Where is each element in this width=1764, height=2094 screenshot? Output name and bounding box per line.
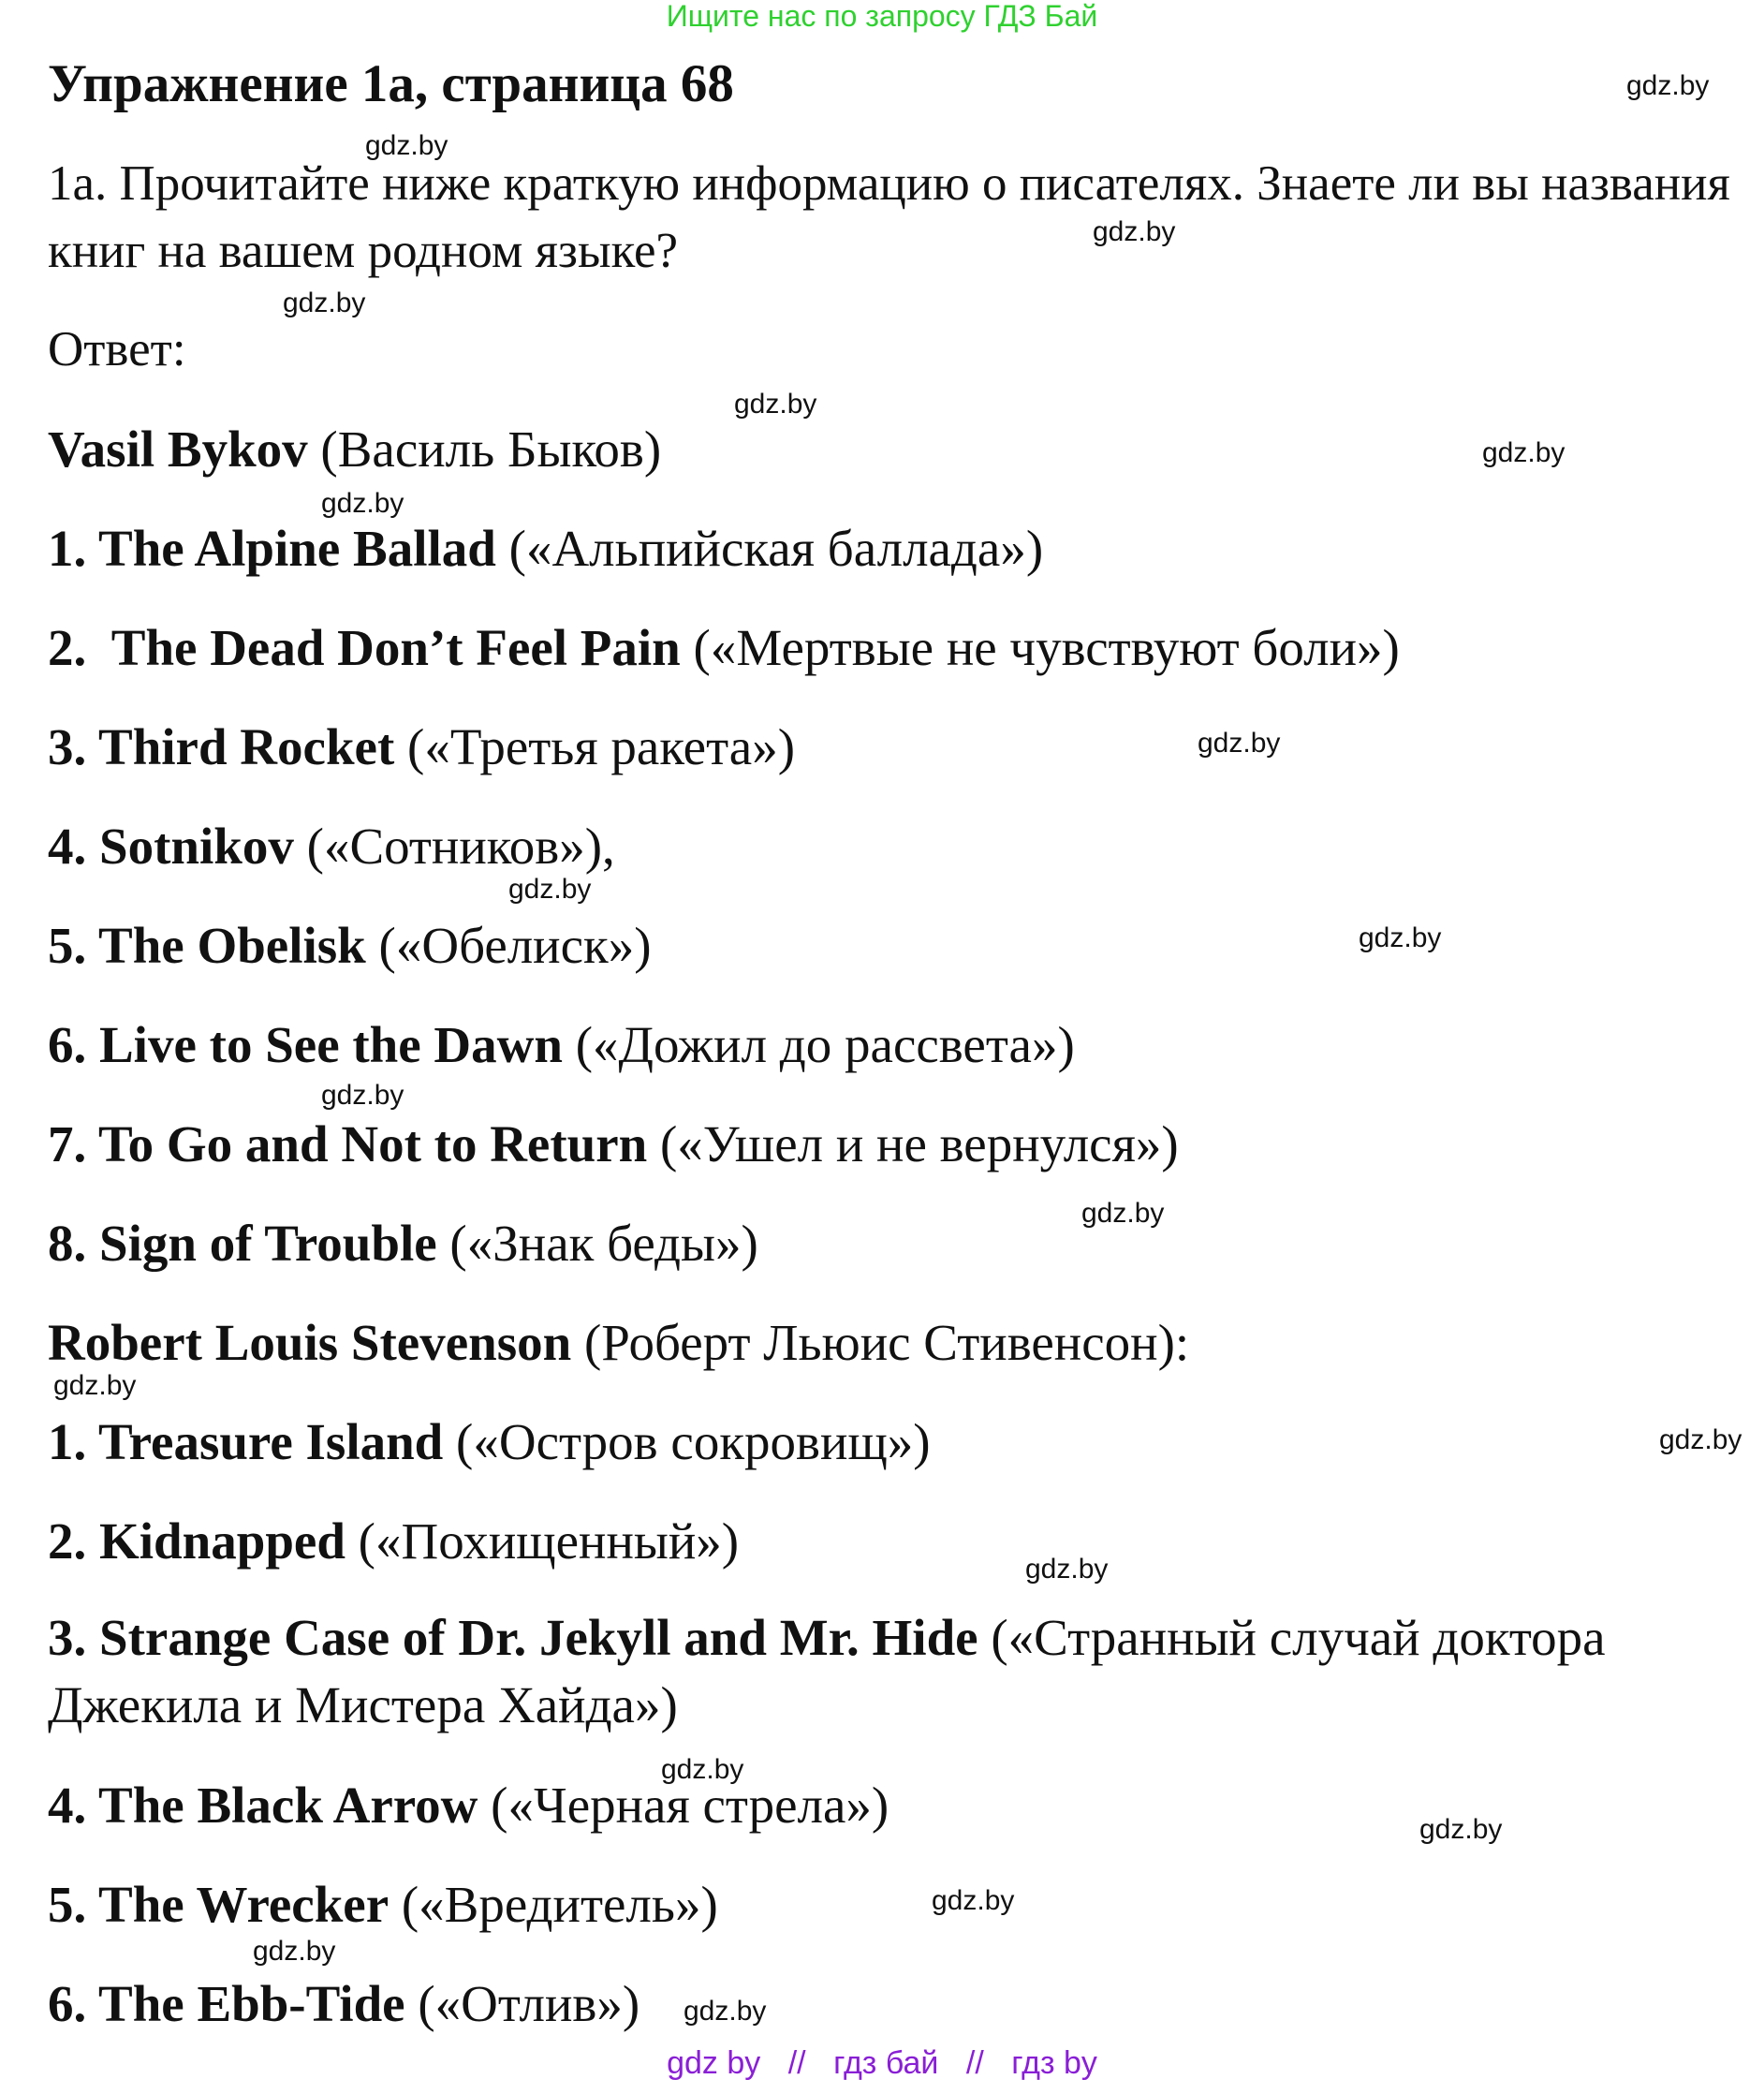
book-title-ru: («Похищенный») [358, 1512, 740, 1570]
page-title: Упражнение 1a, страница 68 [48, 54, 734, 113]
author-name: Vasil Bykov [48, 420, 308, 478]
book-item [48, 1411, 931, 1473]
book-item [48, 1014, 1075, 1076]
watermark: gdz.by [321, 1080, 404, 1111]
footer-link[interactable]: гдз by [1011, 2045, 1097, 2081]
book-title-ru: («Черная стрела») [491, 1777, 889, 1834]
book-title-ru: («Ушел и не вернулся») [659, 1115, 1179, 1172]
book-title: 5. The Wrecker [48, 1876, 390, 1933]
book-title-ru: («Дожил до рассвета») [575, 1016, 1075, 1073]
watermark: gdz.by [1025, 1554, 1109, 1585]
watermark: gdz.by [1626, 70, 1710, 101]
book-item [48, 1874, 718, 1936]
book-item [48, 518, 1043, 580]
book-title-ru: («Остров сокровищ») [456, 1413, 931, 1470]
author-name-ru: (Василь Быков) [320, 420, 662, 478]
book-title-ru: («Третья ракета») [407, 718, 796, 775]
watermark: gdz.by [283, 288, 366, 318]
watermark: gdz.by [1659, 1424, 1742, 1455]
watermark: gdz.by [661, 1754, 744, 1785]
watermark: gdz.by [1198, 728, 1281, 759]
book-item [48, 1775, 889, 1836]
book-title-ru: («Альпийская баллада») [508, 520, 1044, 577]
book-item [48, 1604, 1742, 1739]
book-item [48, 816, 615, 877]
author-name: Robert Louis Stevenson [48, 1314, 572, 1371]
watermark: gdz.by [508, 874, 592, 905]
footer-link[interactable]: гдз бай [833, 2045, 939, 2081]
watermark: gdz.by [321, 488, 404, 519]
book-title: 1. Treasure Island [48, 1413, 444, 1470]
footer-separator: // [787, 2045, 806, 2081]
book-title-ru: («Обелиск») [378, 917, 652, 974]
book-title-ru: («Отлив») [418, 1975, 640, 2032]
book-title: 1. The Alpine Ballad [48, 520, 496, 577]
answer-label: Ответ: [48, 322, 186, 376]
book-title: 6. The Ebb-Tide [48, 1975, 405, 2032]
book-title: 5. The Obelisk [48, 917, 366, 974]
book-item [48, 617, 1400, 679]
watermark: gdz.by [1093, 216, 1176, 247]
book-title-ru: («Знак беды») [449, 1215, 758, 1272]
book-item [48, 915, 652, 977]
book-item [48, 716, 795, 778]
footer-link[interactable]: gdz by [667, 2045, 761, 2081]
book-item [48, 1511, 739, 1572]
author-name-ru: (Роберт Льюис Стивенсон): [583, 1314, 1190, 1371]
watermark: gdz.by [734, 389, 817, 420]
author-heading [48, 419, 661, 480]
book-title-ru: («Странный случай доктора Джекила и Мистера Хайда») [48, 1609, 1606, 1733]
book-title: 7. To Go and Not to Return [48, 1115, 648, 1172]
book-title: 2. The Dead Don’t Feel Pain [48, 619, 681, 676]
footer-separator: // [965, 2045, 984, 2081]
book-item [48, 1213, 758, 1275]
watermark: gdz.by [1359, 922, 1442, 953]
watermark: gdz.by [932, 1885, 1015, 1916]
book-title: 4. The Black Arrow [48, 1777, 478, 1834]
book-title: 3. Third Rocket [48, 718, 395, 775]
exercise-question: 1a. Прочитайте ниже краткую информацию о писателях. Знаете ли вы названия книг на вашем родном языке? [48, 156, 1730, 278]
book-title: 8. Sign of Trouble [48, 1215, 437, 1272]
book-title-ru: («Мертвые не чувствуют боли») [693, 619, 1400, 676]
watermark: gdz.by [365, 130, 448, 161]
watermark: gdz.by [253, 1936, 336, 1967]
watermark: gdz.by [1081, 1198, 1165, 1229]
author-heading [48, 1312, 1189, 1374]
footer-links [0, 2044, 1764, 2082]
book-item [48, 1973, 639, 2035]
watermark: gdz.by [1419, 1814, 1503, 1845]
book-title: 6. Live to See the Dawn [48, 1016, 563, 1073]
search-banner: Ищите нас по запросу ГДЗ Бай [666, 0, 1098, 33]
watermark: gdz.by [684, 1996, 767, 2027]
book-title-ru: («Вредитель») [401, 1876, 718, 1933]
watermark: gdz.by [53, 1370, 137, 1401]
book-title: 3. Strange Case of Dr. Jekyll and Mr. Hide [48, 1609, 978, 1666]
book-item [48, 1113, 1179, 1175]
book-title: 4. Sotnikov [48, 818, 294, 875]
watermark: gdz.by [1482, 437, 1566, 468]
book-title: 2. Kidnapped [48, 1512, 345, 1570]
book-title-ru: («Сотников»), [306, 818, 615, 875]
